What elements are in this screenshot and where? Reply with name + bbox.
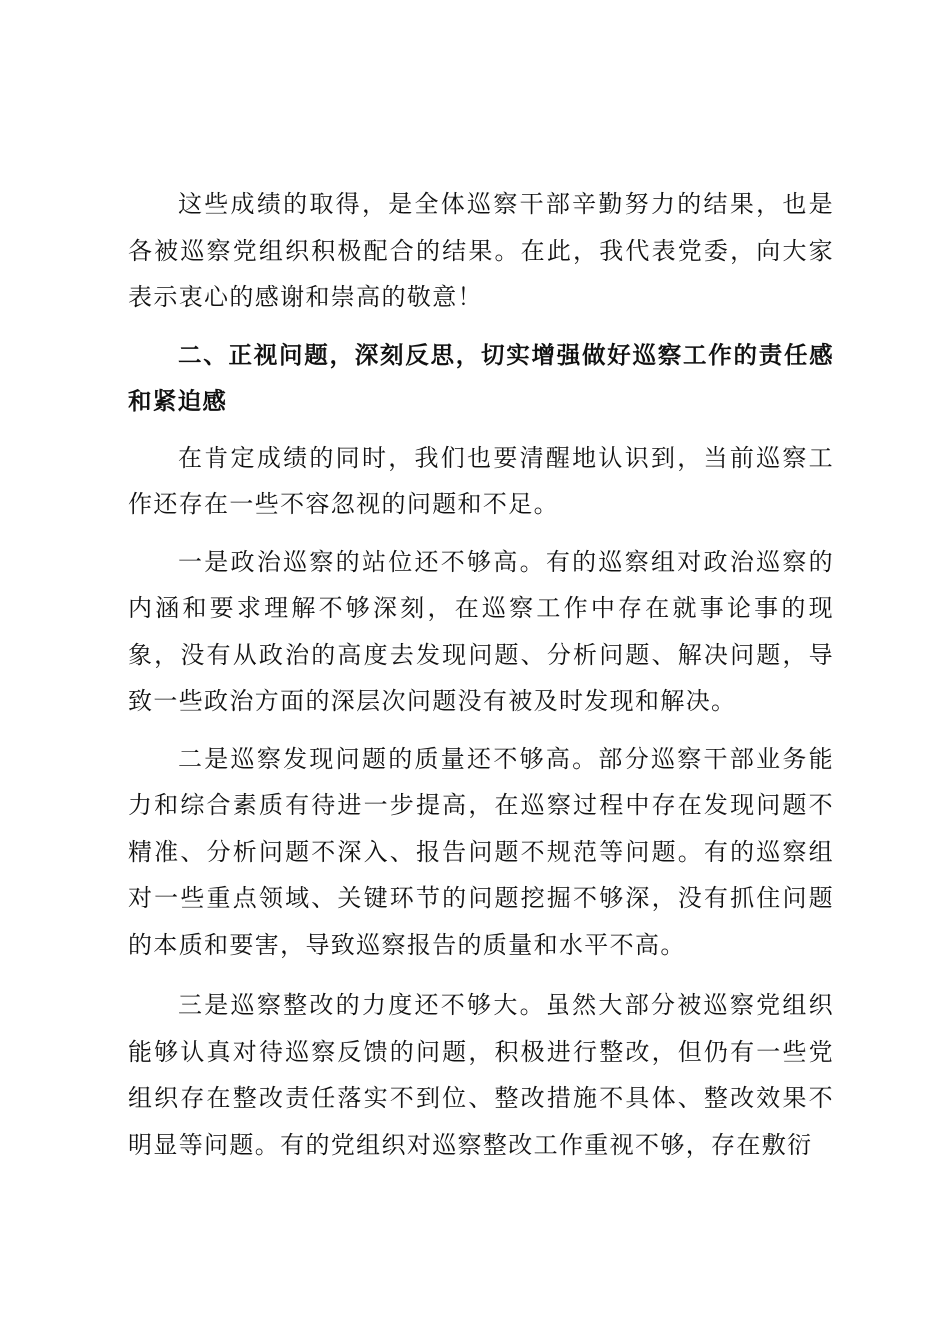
paragraph-problem-1: 一是政治巡察的站位还不够高。有的巡察组对政治巡察的内涵和要求理解不够深刻，在巡察工作中存在就事论事的现象，没有从政治的高度去发现问题、分析问题、解决问题，导致一些政治方面的深层次问题没有被及时发现和解决。 xyxy=(128,547,834,715)
document-body xyxy=(128,181,834,1168)
paragraph-problem-3: 三是巡察整改的力度还不够大。虽然大部分被巡察党组织能够认真对待巡察反馈的问题，积极进行整改，但仍有一些党组织存在整改责任落实不到位、整改措施不具体、整改效果不明显等问题。有的党组织对巡察整改工作重视不够，存在敷衍 xyxy=(128,991,834,1159)
paragraph-thanks: 这些成绩的取得，是全体巡察干部辛勤努力的结果，也是各被巡察党组织积极配合的结果。在此，我代表党委，向大家表示衷心的感谢和崇高的敬意！ xyxy=(128,190,834,311)
paragraph-problem-2: 二是巡察发现问题的质量还不够高。部分巡察干部业务能力和综合素质有待进一步提高，在巡察过程中存在发现问题不精准、分析问题不深入、报告问题不规范等问题。有的巡察组对一些重点领域、关键环节的问题挖掘不够深，没有抓住问题的本质和要害，导致巡察报告的质量和水平不高。 xyxy=(128,744,834,959)
section-heading-2: 二、正视问题，深刻反思，切实增强做好巡察工作的责任感和紧迫感 xyxy=(128,340,834,415)
paragraph-problems-intro: 在肯定成绩的同时，我们也要清醒地认识到，当前巡察工作还存在一些不容忽视的问题和不足。 xyxy=(128,443,834,518)
